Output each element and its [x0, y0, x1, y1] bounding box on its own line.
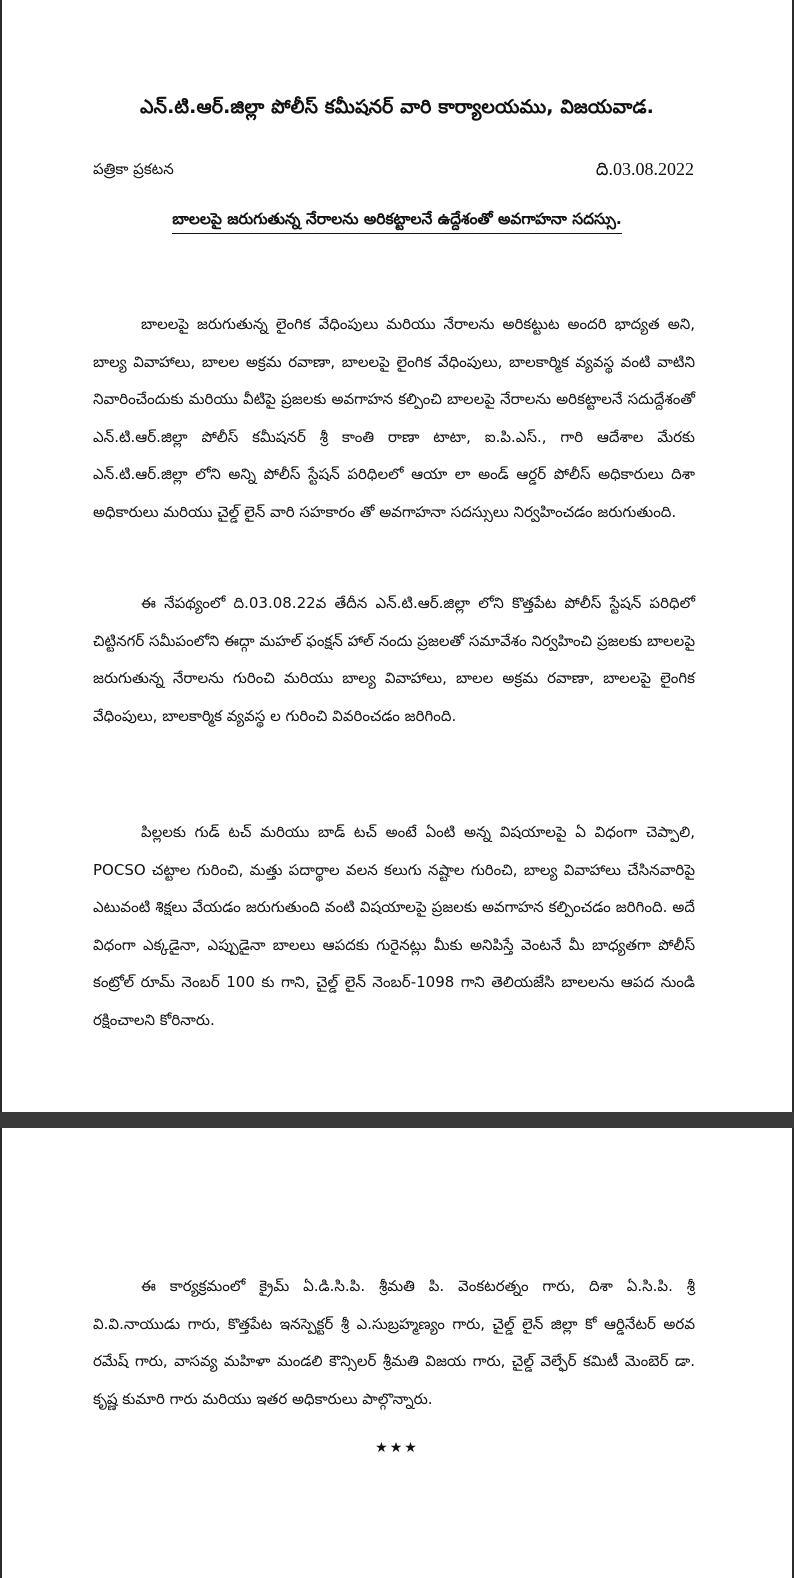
paragraph-1: బాలలపై జరుగుతున్న లైంగిక వేధింపులు మరియు నేరాలను అరికట్టుట అందరి భాద్యత అని, బాల్య వివాహాలు, బాలల అక్రమ రవాణా, బాలలపై లైంగిక వేధింపులు, బాలకార్మిక వ్యవస్థ వంటి వాటిని నివారించేందుకు మరియు వీటిపై ప్రజలకు అవగాహన కల్పించి బాలలపై నేరాలను అరికట్టాలనే సదుద్దేశంతో ఎన్.టి.ఆర్.జిల్లా పోలీస్ కమీషనర్ శ్రీ కాంతి రాణా టాటా, ఐ.పి.ఎస్., గారి ఆదేశాల మేరకు ఎన్.టి.ఆర్.జిల్లా లోని అన్ని పోలీస్ స్టేషన్ పరిధిలలో ఆయా లా అండ్ ఆర్డర్ పోలీస్ అధికారులు దిశా అధికారులు మరియు చైల్డ్ లైన్ వారి సహకారం తో అవగాహనా సదస్సులు నిర్వహించడం జరుగుతుంది. [93, 315, 695, 521]
page-separator [0, 1112, 794, 1128]
paragraph-4: ఈ కార్యక్రమంలో క్రైమ్ ఏ.డి.సి.పి. శ్రీమతి పి. వెంకటరత్నం గారు, దిశా ఏ.సి.పి. శ్రీ వి.వి.నాయుడు గారు, కొత్తపేట ఇనస్పెక్టర్ శ్రీ ఎ.సుబ్రహ్మణ్యం గారు, చైల్డ్ లైన్ జిల్లా కో ఆర్డినేటర్ అరవ రమేష్ గారు, వాసవ్య మహిళా మండలి కౌన్సిలర్ శ్రీమతి విజయ గారు, చైల్డ్ వెల్ఫేర్ కమిటీ మెంబెర్ డా. కృష్ణ కుమారి గారు మరియు ఇతర అధికారులు పాల్గొన్నారు. [93, 1277, 695, 1408]
press-release-label: పత్రికా ప్రకటన [93, 160, 174, 178]
paragraph-2: ఈ నేపథ్యంలో ది.03.08.22వ తేదీన ఎన్.టి.ఆర్.జిల్లా లోని కొత్తపేట పోలీస్ స్టేషన్ పరిధిలో చిట్టినగర్ సమీపంలోని ఈద్గా మహల్ ఫంక్షన్ హాల్ నందు ప్రజలతో సమావేశం నిర్వహించి ప్రజలకు బాలలపై జరుగుతున్న నేరాలను గురించి మరియు బాల్య వివాహాలు, బాలల అక్రమ రవాణా, బాలలపై లైంగిక వేధింపులు, బాలకార్మిక వ్యవస్థ ల గురించి వివరించడం జరిగింది. [93, 594, 695, 725]
press-release-date: ది.03.08.2022 [595, 159, 694, 179]
subject-text: బాలలపై జరుగుతున్న నేరాలను అరికట్టాలనే ఉద్దేశంతో అవగాహనా సదస్సు. [172, 210, 622, 234]
paragraph-3: పిల్లలకు గుడ్ టచ్ మరియు బాడ్ టచ్ అంటే ఏంటి అన్న విషయాలపై ఏ విధంగా చెప్పాలి, POCSO చట్టాల గురించి, మత్తు పదార్థాల వలన కలుగు నష్టాల గురించి, బాల్య వివాహాలు చేసినవారిపై ఎటువంటి శిక్షలు వేయడం జరుగుతుంది వంటి విషయాలపై ప్రజలకు అవగాహన కల్పించడం జరిగింది. అదే విధంగా ఎక్కడైనా, ఎప్పుడైనా బాలలు ఆపదకు గురైనట్లు మీకు అనిపిస్తే వెంటనే మీ బాధ్యతగా పోలీస్ కంట్రోల్ రూమ్ నెంబర్ 100 కు గాని, చైల్డ్ లైన్ నెంబర్-1098 గాని తెలియజేసి బాలలను ఆపద నుండి రక్షించాలని కోరినారు. [93, 823, 695, 1029]
end-mark: ★★★ [375, 1440, 419, 1456]
document-heading: ఎన్.టి.ఆర్.జిల్లా పోలీస్ కమీషనర్ వారి కార్యాలయము, విజయవాడ. [140, 96, 654, 118]
subject-line [0, 210, 794, 232]
